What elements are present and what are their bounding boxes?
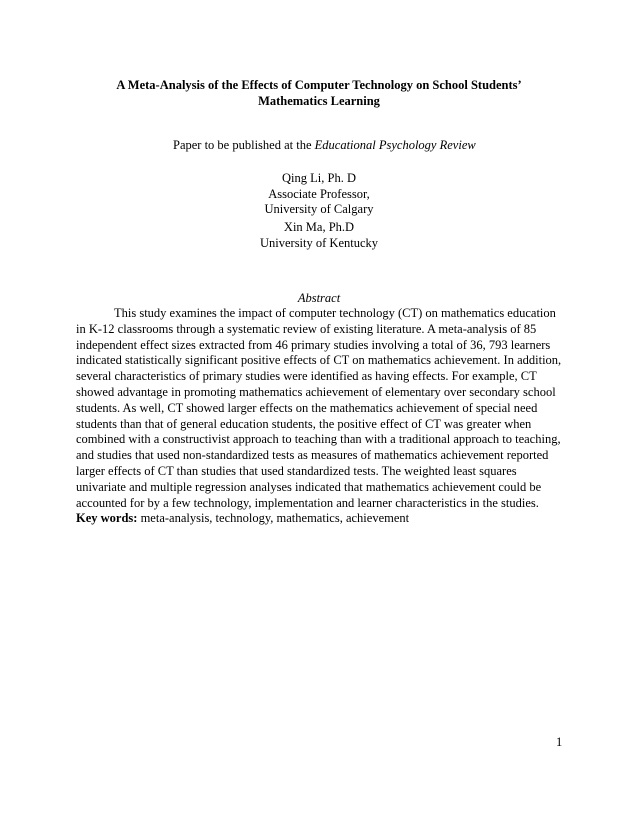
author-affiliation: University of Calgary [264, 202, 374, 216]
author-name: Qing Li, Ph. D [282, 171, 356, 185]
author-title: Associate Professor, [268, 186, 370, 201]
abstract-body [76, 306, 563, 511]
abstract-line: in K-12 classrooms through a systematic review of existing literature. A meta-analysis of 85 [76, 321, 537, 336]
page-number: 1 [556, 735, 563, 749]
keywords-label: Key words: [76, 511, 138, 525]
abstract-line: accounted for by a few technology, implementation and learner characteristics in the studies. [76, 495, 539, 510]
abstract-line: showed advantage in promoting mathematics achievement of elementary over secondary school [76, 384, 556, 399]
author-block-1 [0, 171, 638, 218]
publication-venue: Educational Psychology Review [314, 138, 476, 152]
abstract-line: independent effect sizes extracted from 46 primary studies involving a total of 36, 793 learners [76, 337, 551, 352]
abstract-line: This study examines the impact of computer technology (CT) on mathematics education [114, 306, 556, 320]
abstract-line: and studies that used non-standardized tests as measures of mathematics achievement reported [76, 448, 549, 463]
abstract-line: students than that of general education students, the positive effect of CT was greater when [76, 416, 532, 431]
paper-title-line-1: A Meta-Analysis of the Effects of Computer Technology on School Students’ [116, 78, 522, 92]
author-block-2 [0, 220, 638, 251]
abstract-line: several characteristics of primary studies were identified as having effects. For example, CT [76, 369, 537, 384]
abstract-heading: Abstract [297, 291, 341, 305]
keywords [76, 510, 409, 526]
paper-title [70, 77, 568, 109]
keywords-text: meta-analysis, technology, mathematics, achievement [137, 511, 410, 525]
abstract-line: combined with a constructivist approach to teaching than with a traditional approach to teaching, [76, 432, 561, 447]
abstract-line: larger effects of CT than studies that used standardized tests. The weighted least squares [76, 463, 517, 478]
paper-title-line-2: Mathematics Learning [258, 94, 380, 108]
publication-note [173, 137, 476, 153]
abstract-line: students. As well, CT showed larger effects on the mathematics achievement of special need [76, 400, 538, 415]
abstract-line: univariate and multiple regression analyses indicated that mathematics achievement could be [76, 479, 542, 494]
abstract-line: indicated statistically significant positive effects of CT on mathematics achievement. In addition, [76, 353, 562, 368]
publication-prefix: Paper to be published at the [173, 138, 315, 152]
author-name: Xin Ma, Ph.D [283, 220, 355, 234]
author-affiliation: University of Kentucky [259, 235, 379, 250]
